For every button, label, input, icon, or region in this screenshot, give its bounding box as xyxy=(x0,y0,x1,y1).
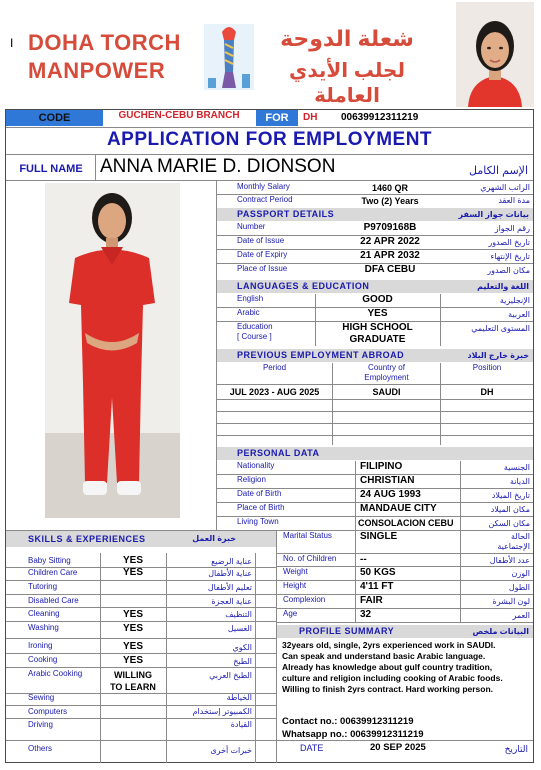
header-marker: I xyxy=(10,36,14,50)
personal-extra-label-ar: لون البشرة xyxy=(492,597,530,606)
skill-label-ar: الخياطة xyxy=(226,693,252,702)
skill-label: Arabic Cooking xyxy=(28,669,83,678)
languages-title-ar: اللغة والتعليم xyxy=(477,282,529,291)
skill-value-2: TO LEARN xyxy=(110,682,156,692)
marital-label-ar-2: الإجتماعية xyxy=(497,542,530,551)
profile-summary xyxy=(282,640,532,695)
skill-label-ar: تعليم الأطفال xyxy=(207,583,252,592)
employment-country: SAUDI xyxy=(372,387,401,397)
profile-line: Willing to finish 2yrs contract. Hard working person. xyxy=(282,684,494,694)
company-name-ar-line1: شعلة الدوحة xyxy=(280,26,414,51)
education-label-course: [ Course ] xyxy=(237,332,272,341)
date-label: DATE xyxy=(300,743,324,753)
previous-title: PREVIOUS EMPLOYMENT ABROAD xyxy=(237,350,405,360)
job-label: Contract Period xyxy=(237,195,293,204)
passport-label-ar: تاريخ الإنتهاء xyxy=(490,252,530,261)
personal-label: Religion xyxy=(237,475,266,484)
job-value: 1460 QR xyxy=(371,183,409,193)
profile-title-ar: البيانات ملخص xyxy=(472,627,529,636)
marital-label-ar: الحالة xyxy=(511,532,530,541)
skill-label: Driving xyxy=(28,720,53,729)
torch-logo xyxy=(200,22,258,92)
skill-value: YES xyxy=(122,567,143,578)
company-name-en-line1: DOHA TORCH xyxy=(28,30,181,55)
marital-label: Marital Status xyxy=(283,531,332,540)
language-label-ar: العربية xyxy=(508,310,530,319)
passport-label: Date of Issue xyxy=(237,236,285,245)
for-value: DH xyxy=(303,112,318,123)
personal-extra-value: 50 KGS xyxy=(360,567,396,578)
skill-label: Computers xyxy=(28,707,68,716)
skill-label: Disabled Care xyxy=(28,596,79,605)
language-value: GOOD xyxy=(362,294,393,305)
passport-value: DFA CEBU xyxy=(364,264,416,275)
passport-label: Date of Expiry xyxy=(237,250,288,259)
personal-extra-label: Height xyxy=(283,581,307,590)
skill-value: WILLING xyxy=(114,670,152,680)
personal-extra-label: No. of Children xyxy=(283,554,337,563)
skill-value: YES xyxy=(122,555,143,566)
whatsapp-number: Whatsapp no.: 00639912311219 xyxy=(282,729,424,740)
job-label-ar: الراتب الشهري xyxy=(480,183,530,192)
skill-label: Ironing xyxy=(28,641,53,650)
personal-extra-label-ar: العمر xyxy=(512,611,530,620)
employment-period: JUL 2023 - AUG 2025 xyxy=(229,387,320,397)
passport-value: 22 APR 2022 xyxy=(360,236,420,247)
education-value-2: GRADUATE xyxy=(349,334,406,345)
for-label: FOR xyxy=(265,112,289,124)
personal-label: Nationality xyxy=(237,461,275,470)
passport-label-ar: رقم الجواز xyxy=(494,224,530,233)
employment-position: DH xyxy=(480,387,494,397)
skill-label-ar: عناية الأطفال xyxy=(208,569,252,578)
job-label: Monthly Salary xyxy=(237,182,290,191)
education-value: HIGH SCHOOL xyxy=(342,322,413,333)
personal-label: Date of Birth xyxy=(237,489,282,498)
col-position: Position xyxy=(472,363,502,372)
passport-label-ar: تاريخ الصدور xyxy=(488,238,530,247)
personal-extra-value: -- xyxy=(360,554,367,565)
full-name-label-ar: الإسم الكامل xyxy=(469,165,528,177)
col-country: Country of xyxy=(368,363,405,372)
personal-label-ar: مكان الميلاد xyxy=(490,505,530,514)
personal-label-ar: الجنسية xyxy=(503,463,530,472)
personal-extra-value: 4'11 FT xyxy=(360,581,394,592)
passport-title: PASSPORT DETAILS xyxy=(237,209,335,219)
profile-line: Can speak and understand basic Arabic language. xyxy=(282,651,486,661)
personal-value: CONSOLACION CEBU xyxy=(358,518,454,528)
profile-line: culture and religion including cooking of Arabic foods. xyxy=(282,673,503,683)
date-label-ar: التاريخ xyxy=(504,744,528,754)
skill-label: Others xyxy=(28,744,53,753)
language-label-ar: الإنجليزية xyxy=(499,296,530,305)
marital-value: SINGLE xyxy=(360,531,398,542)
language-label: English xyxy=(237,294,264,303)
skill-label-ar: الطبخ xyxy=(233,657,252,666)
personal-section-header xyxy=(217,447,533,460)
personal-extra-label-ar: عدد الأطفال xyxy=(489,556,530,565)
education-label: Education xyxy=(237,322,273,331)
passport-label: Number xyxy=(237,222,266,231)
skill-label-ar: القيادة xyxy=(230,720,252,729)
passport-title-ar: بيانات جواز السفر xyxy=(458,210,529,219)
job-label-ar: مدة العقد xyxy=(498,196,530,205)
skill-label-ar: عناية الرضيع xyxy=(211,557,252,566)
skill-label-ar: الطبخ العربي xyxy=(209,671,252,680)
skills-title: SKILLS & EXPERIENCES xyxy=(28,534,146,544)
company-name-en-line2: MANPOWER xyxy=(28,58,166,83)
skill-label: Children Care xyxy=(28,568,78,577)
personal-label-ar: مكان السكن xyxy=(488,519,530,528)
personal-extra-value: FAIR xyxy=(360,595,383,606)
passport-label-ar: مكان الصدور xyxy=(487,266,530,275)
languages-title: LANGUAGES & EDUCATION xyxy=(237,281,370,291)
passport-value: P9709168B xyxy=(363,222,417,233)
code-label: CODE xyxy=(38,112,71,124)
previous-title-ar: خبرة خارج البلاد xyxy=(467,351,529,360)
education-label-ar: المستوى التعليمي xyxy=(471,324,530,333)
job-value: Two (2) Years xyxy=(361,196,419,206)
skill-value: YES xyxy=(122,623,143,634)
branch-label: GUCHEN-CEBU BRANCH xyxy=(118,110,240,121)
skill-label-ar: التنظيف xyxy=(225,610,252,619)
form-title: APPLICATION FOR EMPLOYMENT xyxy=(106,129,433,150)
personal-value: FILIPINO xyxy=(360,461,403,472)
passport-value: 21 APR 2032 xyxy=(360,250,420,261)
profile-title: PROFILE SUMMARY xyxy=(299,626,395,636)
full-body-photo xyxy=(45,183,180,518)
date-value: 20 SEP 2025 xyxy=(370,742,426,753)
full-name-label: FULL NAME xyxy=(19,163,83,175)
personal-label-ar: الديانة xyxy=(509,477,530,486)
skill-label-ar: الكوي xyxy=(232,643,252,652)
profile-line: Already has knowledge about gulf country tradition, xyxy=(282,662,493,672)
personal-extra-value: 32 xyxy=(360,609,372,620)
contact-number: Contact no.: 00639912311219 xyxy=(282,716,414,727)
skill-label: Tutoring xyxy=(28,582,58,591)
skill-label-ar: خبرات أخرى xyxy=(210,746,252,755)
profile-section-header xyxy=(277,625,533,638)
profile-line: 32years old, single, 2yrs experienced work in SAUDI. xyxy=(282,640,496,650)
personal-extra-label: Weight xyxy=(283,567,308,576)
skill-label-ar: عناية العجزة xyxy=(211,597,252,606)
col-country-2: Employment xyxy=(364,373,409,382)
passport-section-header xyxy=(217,208,533,221)
skill-label-ar: الكمبيوتر إستخدام xyxy=(192,707,252,716)
col-period: Period xyxy=(262,363,287,372)
personal-value: CHRISTIAN xyxy=(360,475,415,486)
skill-label: Washing xyxy=(28,623,59,632)
skills-title-ar: خبرة العمل xyxy=(192,534,236,543)
skill-label: Sewing xyxy=(28,693,55,702)
full-name-value: ANNA MARIE D. DIONSON xyxy=(100,156,336,177)
skill-value: YES xyxy=(122,609,143,620)
previous-section-header xyxy=(217,349,533,362)
personal-value: MANDAUE CITY xyxy=(360,503,437,514)
personal-extra-label: Complexion xyxy=(283,595,326,604)
personal-label: Living Town xyxy=(237,517,279,526)
skill-label-ar: الغسيل xyxy=(227,624,252,633)
personal-label: Place of Birth xyxy=(237,503,285,512)
skill-value: YES xyxy=(122,641,143,652)
personal-value: 24 AUG 1993 xyxy=(360,489,421,500)
top-phone: 00639912311219 xyxy=(341,112,419,123)
skills-section-header xyxy=(6,531,276,547)
personal-label-ar: تاريخ الميلاد xyxy=(491,491,530,500)
passport-label: Place of Issue xyxy=(237,264,288,273)
language-value: YES xyxy=(367,308,388,319)
skill-label: Cooking xyxy=(28,655,58,664)
skill-value: YES xyxy=(122,655,143,666)
languages-section-header xyxy=(217,280,533,293)
skill-label: Baby Sitting xyxy=(28,556,71,565)
skill-label: Cleaning xyxy=(28,609,60,618)
language-label: Arabic xyxy=(237,308,260,317)
personal-extra-label: Age xyxy=(283,609,298,618)
company-name-ar-line2: لجلب الأيدي العاملة xyxy=(289,60,405,107)
headshot-photo xyxy=(456,2,534,107)
personal-extra-label-ar: الطول xyxy=(508,583,530,592)
personal-title: PERSONAL DATA xyxy=(237,448,320,458)
personal-extra-label-ar: الوزن xyxy=(511,569,530,578)
